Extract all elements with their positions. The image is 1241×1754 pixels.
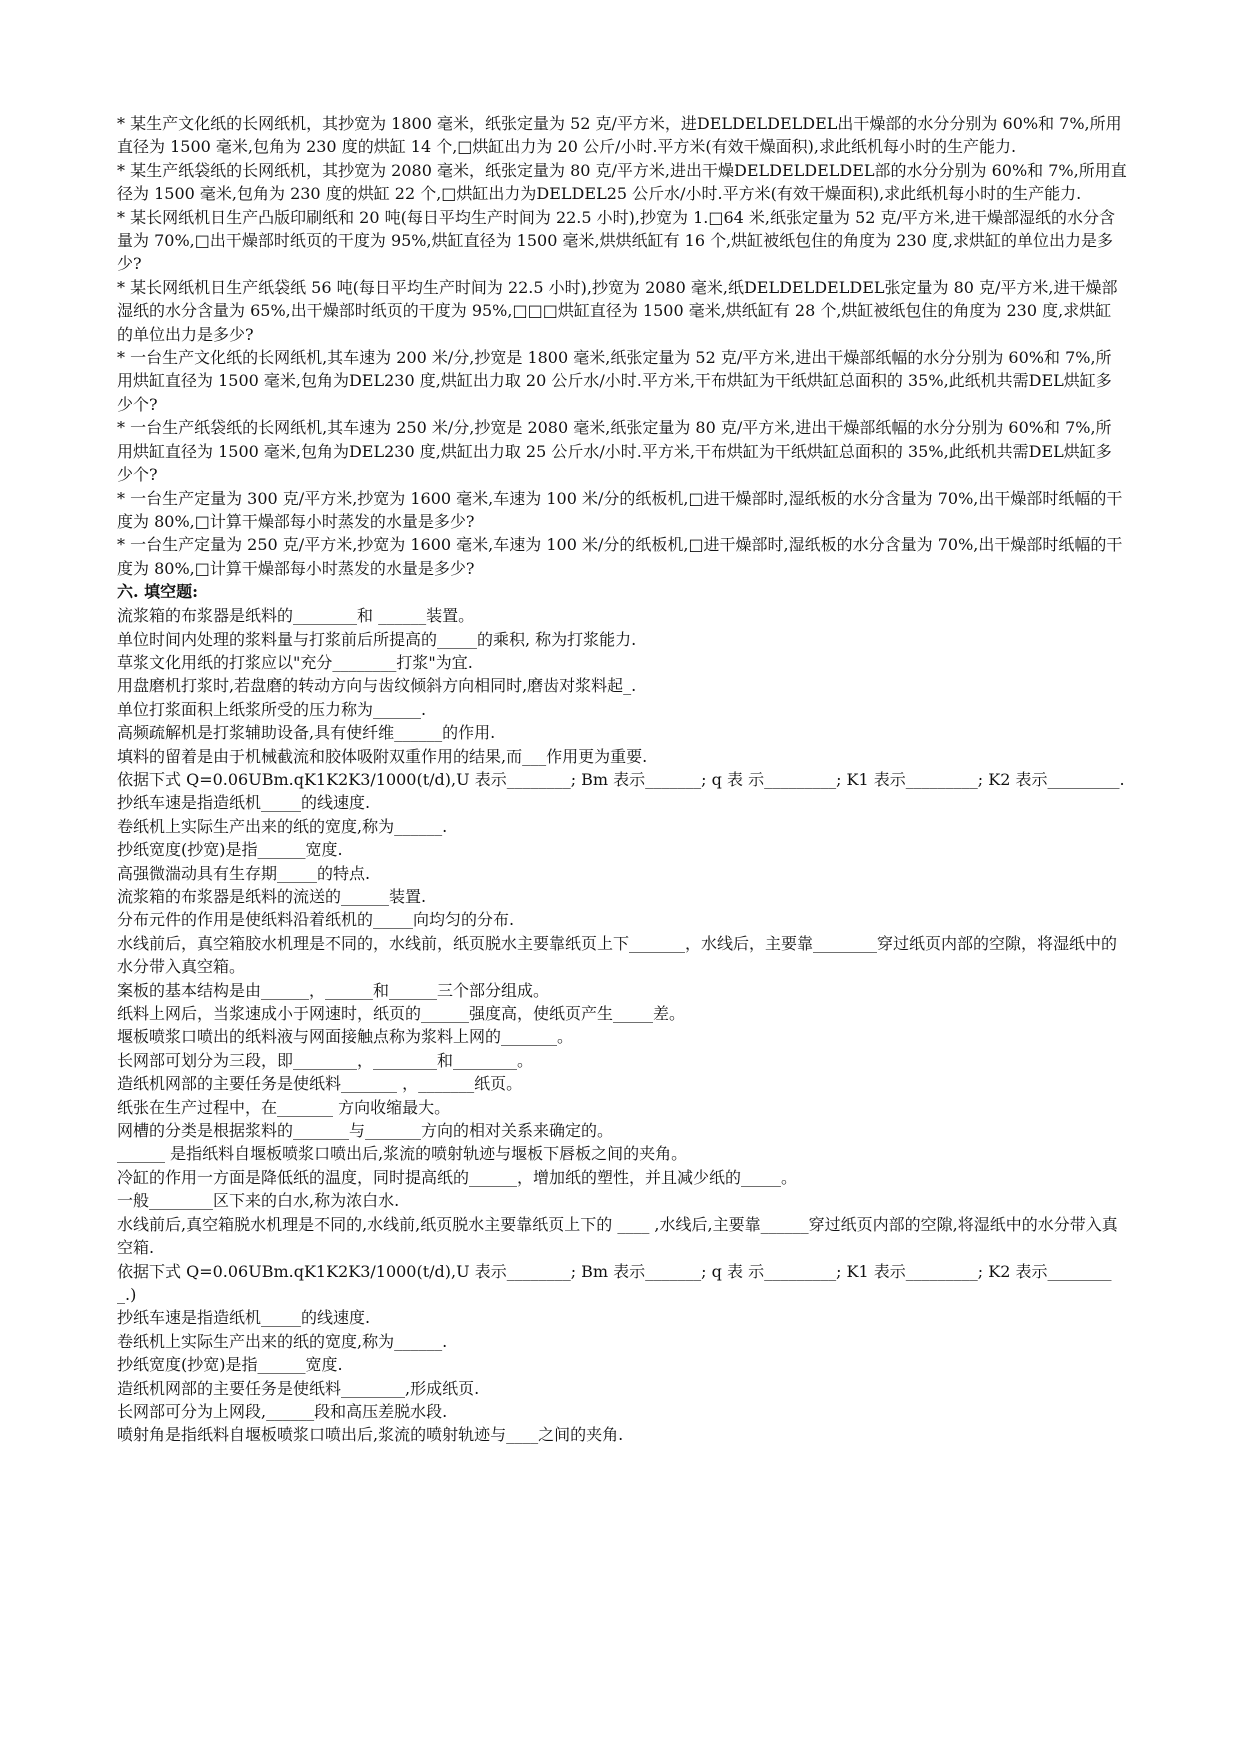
fill-blank-item: 高强微湍动具有生存期_____的特点. xyxy=(117,863,371,883)
fill-blank-item: 高频疏解机是打浆辅助设备,具有使纤维______的作用. xyxy=(117,723,496,743)
fill-blank-item: ______ 是指纸料自堰板喷浆口喷出后,浆流的喷射轨迹与堰板下唇板之间的夹角。 xyxy=(117,1144,688,1164)
problem-paragraph: * 某生产文化纸的长网纸机，其抄宽为 1800 毫米，纸张定量为 52 克/平方米，进DELDELDELDEL出干燥部的水分分别为 60%和 7%,所用直径为 1500 毫米,包角为 230 度的烘缸 14 个,□烘缸出力为 20 公斤/小时.平方米(有效干燥面积),求此纸机每小时的生产能力. xyxy=(117,114,1122,157)
fill-blank-item: 案板的基本结构是由______，______和______三个部分组成。 xyxy=(117,980,550,1000)
fill-blank-item: 单位打浆面积上纸浆所受的压力称为______. xyxy=(117,699,427,719)
fill-blank-item: 依据下式 Q=0.06UBm.qK1K2K3/1000(t/d),U 表示________; Bm 表示_______; q 表 示_________; K1 表示_________; K2 表示_________.) xyxy=(117,1261,1112,1304)
fill-blank-item: 抄纸车速是指造纸机_____的线速度. xyxy=(117,1308,371,1328)
problem-paragraph: * 某长网纸机日生产纸袋纸 56 吨(每日平均生产时间为 22.5 小时),抄宽为 2080 毫米,纸DELDELDELDEL张定量为 80 克/平方米,进干燥部湿纸的水分含量为 65%,出干燥部时纸页的干度为 95%,□□□烘缸直径为 1500 毫米,烘纸缸有 28 个,烘缸被纸包住的角度为 230 度,求烘缸的单位出力是多少? xyxy=(117,277,1118,344)
fill-blank-item: 网槽的分类是根据浆料的_______与_______方向的相对关系来确定的。 xyxy=(117,1121,614,1141)
fill-blank-item: 卷纸机上实际生产出来的纸的宽度,称为______. xyxy=(117,816,448,836)
fill-blank-item: 流浆箱的布浆器是纸料的________和 ______装置。 xyxy=(117,606,475,626)
fill-blank-item: 冷缸的作用一方面是降低纸的温度，同时提高纸的______，增加纸的塑性，并且减少纸的_____。 xyxy=(117,1167,798,1187)
problem-paragraph: * 某生产纸袋纸的长网纸机，其抄宽为 2080 毫米，纸张定量为 80 克/平方米,进出干燥DELDELDELDEL部的水分分别为 60%和 7%,所用直径为 1500 毫米,包角为 230 度的烘缸 22 个,□烘缸出力为DELDEL25 公斤水/小时.平方米(有效干燥面积),求此纸机每小时的生产能力. xyxy=(117,160,1127,204)
section-heading: 六. 填空题: xyxy=(117,582,199,602)
fill-blank-item: 长网部可划分为三段，即________，________和________。 xyxy=(117,1050,534,1070)
fill-blank-item: 抄纸车速是指造纸机_____的线速度. xyxy=(117,793,371,813)
fill-blank-list xyxy=(117,604,1127,1447)
fill-blank-item: 堰板喷浆口喷出的纸料液与网面接触点称为浆料上网的_______。 xyxy=(117,1027,574,1047)
fill-blank-item: 纸料上网后，当浆速成小于网速时，纸页的______强度高，使纸页产生_____差。 xyxy=(117,1004,686,1024)
problem-paragraph: * 一台生产纸袋纸的长网纸机,其车速为 250 米/分,抄宽是 2080 毫米,纸张定量为 80 克/平方米,进出干燥部纸幅的水分分别为 60%和 7%,所用烘缸直径为 1500 毫米,包角为DEL230 度,烘缸出力取 25 公斤水/小时.平方米,干布烘缸为干纸烘缸总面积的 35%,此纸机共需DEL烘缸多少个? xyxy=(117,418,1112,485)
fill-blank-item: 填料的留着是由于机械截流和胶体吸附双重作用的结果,而___作用更为重要. xyxy=(117,746,648,766)
fill-blank-item: 依据下式 Q=0.06UBm.qK1K2K3/1000(t/d),U 表示________; Bm 表示_______; q 表 示_________; K1 表示_________; K2 表示_________. xyxy=(117,769,1125,789)
fill-blank-item: 造纸机网部的主要任务是使纸料_______ ，_______纸页。 xyxy=(117,1074,523,1094)
fill-blank-item: 长网部可分为上网段,______段和高压差脱水段. xyxy=(117,1401,448,1421)
calculation-problems xyxy=(117,112,1127,580)
fill-blank-item: 抄纸宽度(抄宽)是指______宽度. xyxy=(117,1355,343,1375)
fill-blank-item: 流浆箱的布浆器是纸料的流送的______装置. xyxy=(117,887,427,906)
fill-blank-item: 纸张在生产过程中，在_______ 方向收缩最大。 xyxy=(117,1097,451,1117)
problem-paragraph: * 某长网纸机日生产凸版印刷纸和 20 吨(每日平均生产时间为 22.5 小时),抄宽为 1.□64 米,纸张定量为 52 克/平方米,进干燥部湿纸的水分含量为 70%,□出干燥部时纸页的干度为 95%,烘缸直径为 1500 毫米,烘烘纸缸有 16 个,烘缸被纸包住的角度为 230 度,求烘缸的单位出力是多少? xyxy=(117,207,1115,274)
fill-blank-item: 一般________区下来的白水,称为浓白水. xyxy=(117,1191,400,1211)
fill-blank-item: 造纸机网部的主要任务是使纸料________,形成纸页. xyxy=(117,1378,480,1398)
fill-blank-item: 卷纸机上实际生产出来的纸的宽度,称为______. xyxy=(117,1331,448,1351)
fill-blank-item: 喷射角是指纸料自堰板喷浆口喷出后,浆流的喷射轨迹与____之间的夹角. xyxy=(117,1425,624,1445)
fill-blank-item: 用盘磨机打浆时,若盘磨的转动方向与齿纹倾斜方向相同时,磨齿对浆料起_. xyxy=(117,676,637,696)
fill-blank-item: 单位时间内处理的浆料量与打浆前后所提高的_____的乘积, 称为打浆能力. xyxy=(117,629,637,649)
fill-blank-item: 草浆文化用纸的打浆应以"充分________打浆"为宜. xyxy=(117,652,473,672)
problem-paragraph: * 一台生产定量为 300 克/平方米,抄宽为 1600 毫米,车速为 100 米/分的纸板机,□进干燥部时,湿纸板的水分含量为 70%,出干燥部时纸幅的干度为 80%,□计算干燥部每小时蒸发的水量是多少? xyxy=(117,488,1123,531)
problem-paragraph: * 一台生产文化纸的长网纸机,其车速为 200 米/分,抄宽是 1800 毫米,纸张定量为 52 克/平方米,进出干燥部纸幅的水分分别为 60%和 7%,所用烘缸直径为 1500 毫米,包角为DEL230 度,烘缸出力取 20 公斤水/小时.平方米,干布烘缸为干纸烘缸总面积的 35%,此纸机共需DEL烘缸多少个? xyxy=(117,348,1112,414)
document-page xyxy=(117,112,1127,1447)
fill-blank-item: 抄纸宽度(抄宽)是指______宽度. xyxy=(117,840,343,860)
fill-blank-item: 水线前后,真空箱脱水机理是不同的,水线前,纸页脱水主要靠纸页上下的 ____ ,水线后,主要靠______穿过纸页内部的空隙,将湿纸中的水分带入真空箱. xyxy=(117,1214,1118,1258)
fill-blank-item: 水线前后，真空箱胶水机理是不同的，水线前，纸页脱水主要靠纸页上下_______，水线后，主要靠________穿过纸页内部的空隙，将湿纸中的水分带入真空箱。 xyxy=(117,933,1118,977)
fill-blank-item: 分布元件的作用是使纸料沿着纸机的_____向均匀的分布. xyxy=(117,910,515,930)
problem-paragraph: * 一台生产定量为 250 克/平方米,抄宽为 1600 毫米,车速为 100 米/分的纸板机,□进干燥部时,湿纸板的水分含量为 70%,出干燥部时纸幅的干度为 80%,□计算干燥部每小时蒸发的水量是多少? xyxy=(117,535,1123,578)
